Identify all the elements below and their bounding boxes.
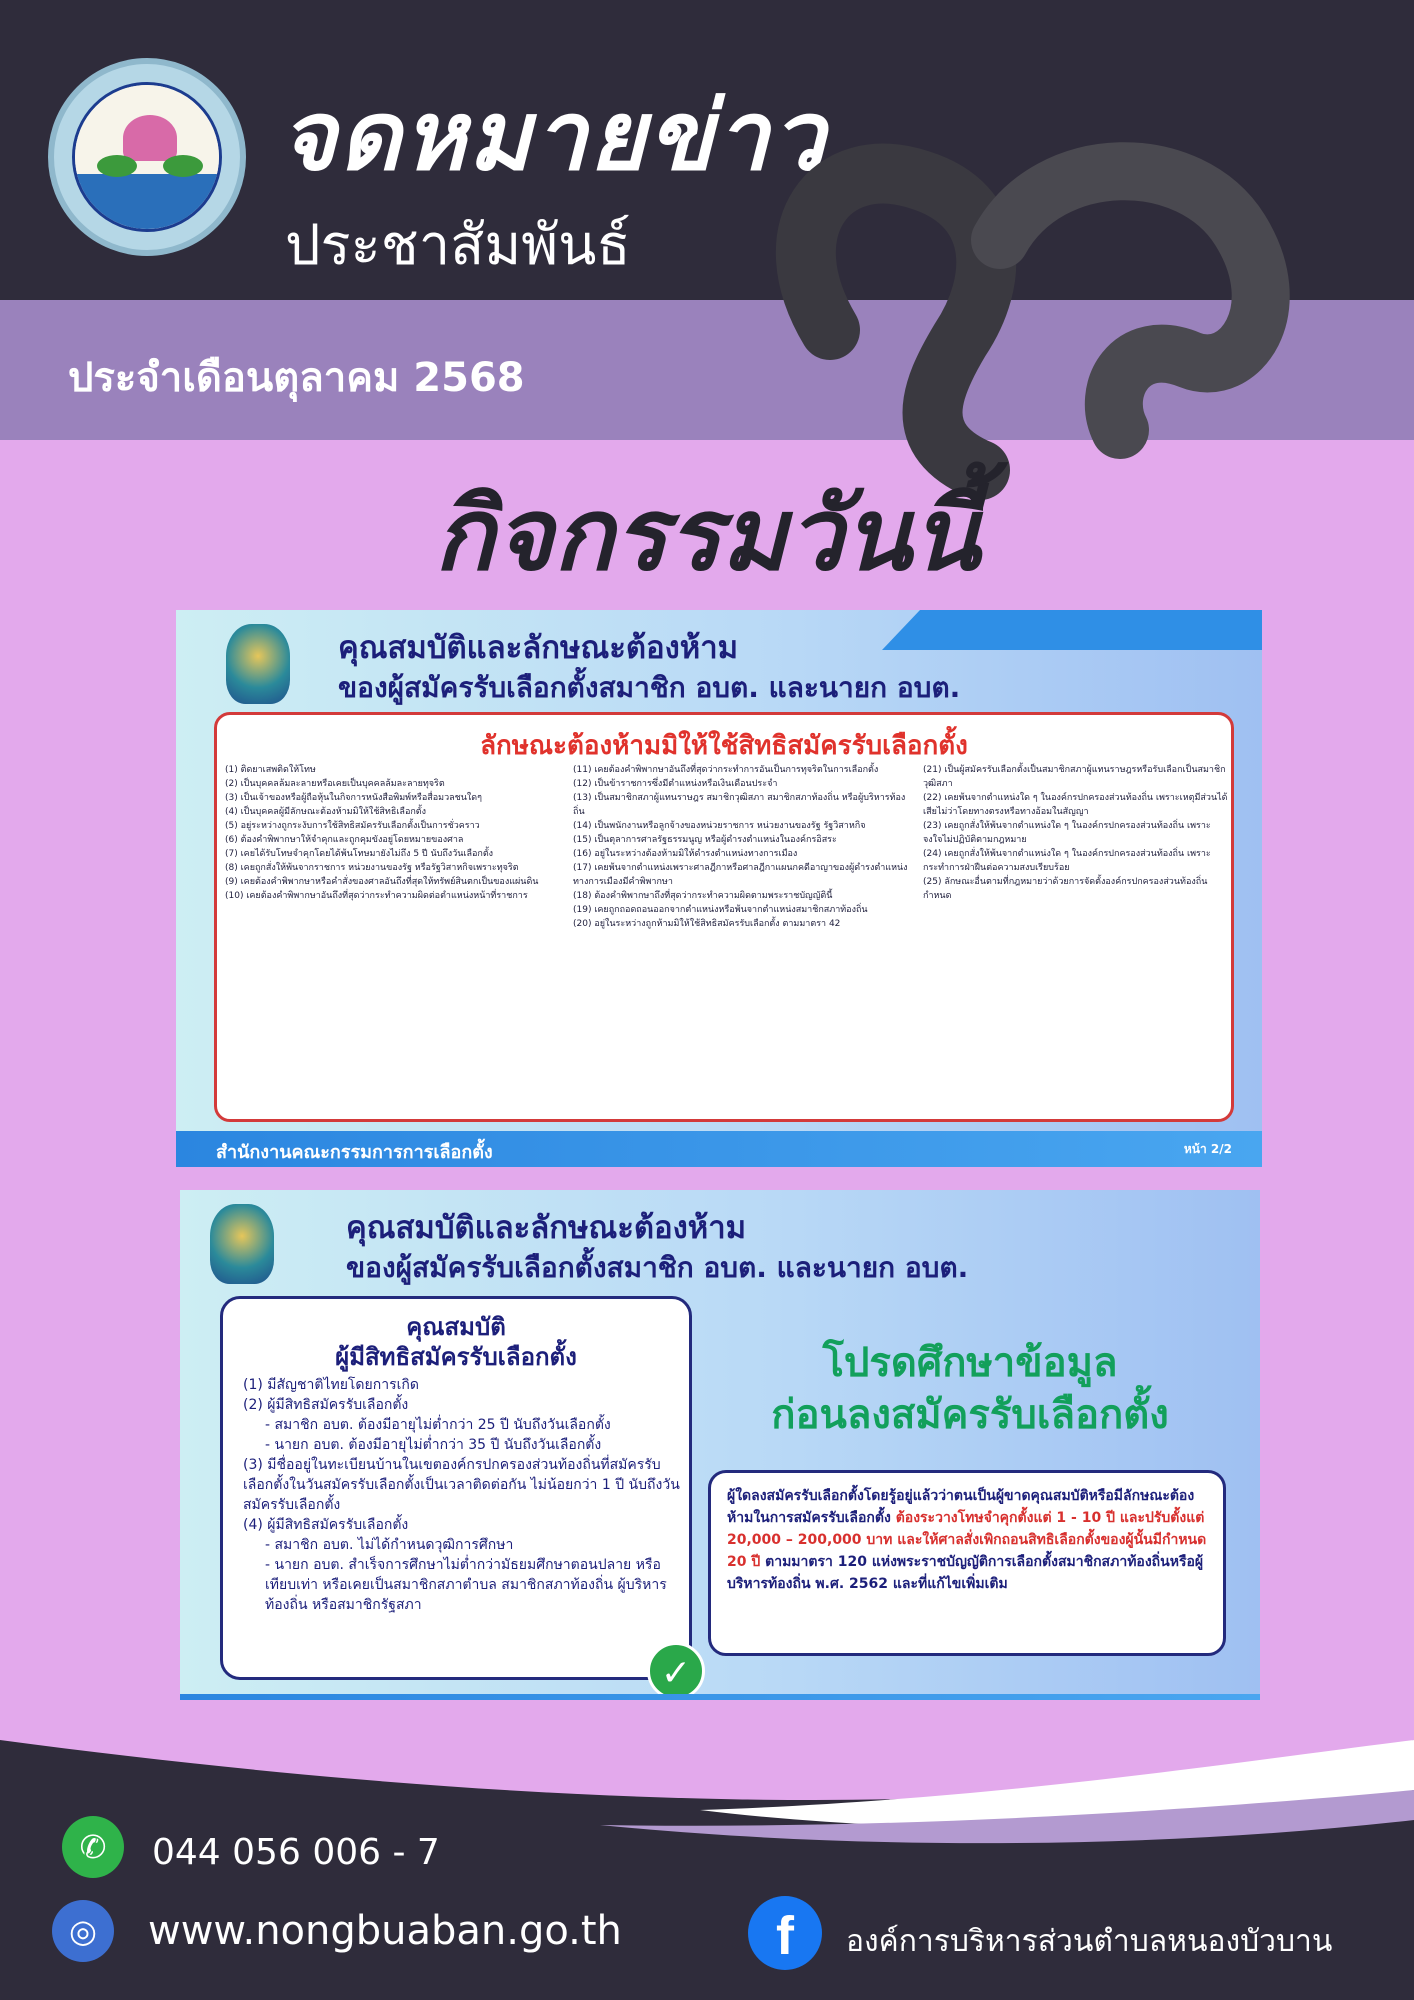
issue-month: ประจำเดือนตุลาคม 2568 bbox=[68, 355, 525, 401]
prohibition-item: (23) เคยถูกสั่งให้พ้นจากตำแหน่งใด ๆ ในองค์กรปกครองส่วนท้องถิ่น เพราะจงใจไม่ปฏิบัติตามกฎหมาย bbox=[923, 821, 1211, 845]
footer-wave bbox=[0, 1700, 1414, 1850]
prohibition-item: (21) เป็นผู้สมัครรับเลือกตั้งเป็นสมาชิกสภาผู้แทนราษฎรหรือรับเลือกเป็นสมาชิกวุฒิสภา bbox=[923, 765, 1226, 789]
poster-subtitle: ของผู้สมัครรับเลือกตั้งสมาชิก อบต. และนายก อบต. bbox=[346, 1251, 969, 1284]
prohibitions-column-1 bbox=[225, 763, 565, 903]
facebook-icon[interactable]: f bbox=[748, 1896, 822, 1970]
penalty-warning-intro: ผู้ใดลงสมัครรับเลือกตั้งโดยรู้อยู่แล้วว่าตนเป็นผู้ขาดคุณสมบัติหรือมีลักษณะต้องห้ามในการสมัครรับเลือกตั้ง bbox=[727, 1488, 1195, 1526]
prohibition-item: (8) เคยถูกสั่งให้พ้นจากราชการ หน่วยงานของรัฐ หรือรัฐวิสาหกิจเพราะทุจริต bbox=[225, 863, 519, 873]
qualifications-heading: คุณสมบัติ bbox=[406, 1313, 506, 1341]
poster-page-number: หน้า 2/2 bbox=[1183, 1142, 1232, 1156]
prohibition-item: (2) เป็นบุคคลล้มละลายหรือเคยเป็นบุคคลล้มละลายทุจริต bbox=[225, 779, 445, 789]
facebook-page-name[interactable]: องค์การบริหารส่วนตำบลหนองบัวบาน bbox=[846, 1924, 1333, 1959]
penalty-warning-penalty: ต้องระวางโทษจำคุกตั้งแต่ 1 - 10 ปี และปรับตั้งแต่ 20,000 – 200,000 บาท และให้ศาลสั่งเพิกถอนสิทธิเลือกตั้งของผู้นั้นมีกำหนด 20 ปี bbox=[727, 1510, 1207, 1570]
qualifications-box bbox=[220, 1296, 692, 1680]
penalty-warning-text bbox=[727, 1485, 1213, 1595]
qualification-item: (3) มีชื่ออยู่ในทะเบียนบ้านในเขตองค์กรปกครองส่วนท้องถิ่นที่สมัครรับเลือกตั้งในวันสมัครรับเลือกตั้งเป็นเวลาติดต่อกัน ไม่น้อยกว่า 1 ปี นับถึงวันสมัครรับเลือกตั้ง bbox=[243, 1457, 680, 1513]
website-link[interactable]: www.nongbuaban.go.th bbox=[148, 1908, 622, 1954]
prohibition-item: (20) อยู่ในระหว่างถูกห้ามมิให้ใช้สิทธิสมัครรับเลือกตั้ง ตามมาตรา 42 bbox=[573, 919, 841, 929]
logo-emblem bbox=[72, 82, 222, 232]
prohibition-item: (11) เคยต้องคำพิพากษาอันถึงที่สุดว่ากระทำการอันเป็นการทุจริตในการเลือกตั้ง bbox=[573, 765, 879, 775]
penalty-warning-law: ตามมาตรา 120 แห่งพระราชบัญญัติการเลือกตั้งสมาชิกสภาท้องถิ่นหรือผู้บริหารท้องถิ่น พ.ศ. 2562 และที่แก้ไขเพิ่มเติม bbox=[727, 1554, 1204, 1592]
activity-heading: กิจกรรมวันนี้ bbox=[434, 475, 980, 593]
logo-lotus bbox=[123, 115, 177, 161]
prohibition-item: (3) เป็นเจ้าของหรือผู้ถือหุ้นในกิจการหนังสือพิมพ์หรือสื่อมวลชนใดๆ bbox=[225, 793, 482, 803]
qualification-subitem: - สมาชิก อบต. ไม่ได้กำหนดวุฒิการศึกษา bbox=[265, 1537, 514, 1553]
ribbon-right-loop bbox=[1000, 171, 1261, 430]
ect-seal-icon bbox=[226, 624, 290, 704]
globe-icon: ◎ bbox=[52, 1900, 114, 1962]
qualifications-list bbox=[243, 1375, 683, 1615]
qualification-item: (4) ผู้มีสิทธิสมัครรับเลือกตั้ง bbox=[243, 1517, 409, 1533]
penalty-warning-box bbox=[708, 1470, 1226, 1656]
newsletter-title: จดหมายข่าว bbox=[280, 79, 827, 192]
poster-footer bbox=[176, 1131, 1262, 1167]
prohibitions-column-2 bbox=[573, 763, 913, 931]
logo-leaf-right bbox=[163, 155, 203, 177]
prohibitions-title: ลักษณะต้องห้ามมิให้ใช้สิทธิสมัครรับเลือกตั้ง bbox=[480, 731, 968, 761]
prohibition-item: (24) เคยถูกสั่งให้พ้นจากตำแหน่งใด ๆ ในองค์กรปกครองส่วนท้องถิ่น เพราะกระทำการฝ่าฝืนต่อความสงบเรียบร้อย bbox=[923, 849, 1211, 873]
qualification-item: (1) มีสัญชาติไทยโดยการเกิด bbox=[243, 1377, 419, 1393]
prohibition-item: (15) เป็นตุลาการศาลรัฐธรรมนูญ หรือผู้ดำรงตำแหน่งในองค์กรอิสระ bbox=[573, 835, 837, 845]
logo-water bbox=[75, 174, 219, 229]
prohibition-item: (14) เป็นพนักงานหรือลูกจ้างของหน่วยราชการ หน่วยงานของรัฐ รัฐวิสาหกิจ bbox=[573, 821, 866, 831]
poster-title: คุณสมบัติและลักษณะต้องห้าม bbox=[346, 1210, 747, 1246]
qualification-subitem: - นายก อบต. สำเร็จการศึกษาไม่ต่ำกว่ามัธยมศึกษาตอนปลาย หรือเทียบเท่า หรือเคยเป็นสมาชิกสภาตำบล สมาชิกสภาท้องถิ่น ผู้บริหารท้องถิ่น หรือสมาชิกรัฐสภา bbox=[265, 1557, 667, 1613]
prohibition-item: (4) เป็นบุคคลผู้มีลักษณะต้องห้ามมิให้ใช้สิทธิเลือกตั้ง bbox=[225, 807, 427, 817]
poster-title: คุณสมบัติและลักษณะต้องห้าม bbox=[338, 630, 739, 666]
prohibitions-box bbox=[214, 712, 1234, 1122]
study-notice-line-1: โปรดศึกษาข้อมูล bbox=[822, 1340, 1118, 1386]
qualification-subitem: - นายก อบต. ต้องมีอายุไม่ต่ำกว่า 35 ปี นับถึงวันเลือกตั้ง bbox=[265, 1437, 602, 1453]
mourning-ribbon bbox=[770, 110, 1330, 510]
prohibition-item: (25) ลักษณะอื่นตามที่กฎหมายว่าด้วยการจัดตั้งองค์กรปกครองส่วนท้องถิ่นกำหนด bbox=[923, 877, 1208, 901]
phone-icon: ✆ bbox=[62, 1816, 124, 1878]
poster-top-stripe bbox=[882, 610, 1262, 650]
prohibition-item: (16) อยู่ในระหว่างต้องห้ามมิให้ดำรงตำแหน่งทางการเมือง bbox=[573, 849, 798, 859]
qualification-item: (2) ผู้มีสิทธิสมัครรับเลือกตั้ง bbox=[243, 1397, 409, 1413]
checkmark-icon: ✓ bbox=[647, 1642, 705, 1700]
newsletter-subtitle: ประชาสัมพันธ์ bbox=[285, 213, 631, 278]
poster-footer-org: สำนักงานคณะกรรมการการเลือกตั้ง bbox=[216, 1142, 493, 1163]
ribbon-left-loop bbox=[806, 174, 986, 470]
prohibition-item: (1) ติดยาเสพติดให้โทษ bbox=[225, 765, 316, 775]
phone-number[interactable]: 044 056 006 - 7 bbox=[152, 1832, 440, 1873]
logo-leaf-left bbox=[97, 155, 137, 177]
study-notice-line-2: ก่อนลงสมัครรับเลือกตั้ง bbox=[771, 1392, 1169, 1438]
election-prohibitions-poster bbox=[176, 610, 1262, 1167]
prohibition-item: (10) เคยต้องคำพิพากษาอันถึงที่สุดว่ากระทำความผิดต่อตำแหน่งหน้าที่ราชการ bbox=[225, 891, 528, 901]
election-qualifications-poster bbox=[180, 1190, 1260, 1730]
organization-logo bbox=[48, 58, 246, 256]
prohibitions-column-3 bbox=[923, 763, 1228, 903]
prohibition-item: (9) เคยต้องคำพิพากษาหรือคำสั่งของศาลอันถึงที่สุดให้ทรัพย์สินตกเป็นของแผ่นดิน bbox=[225, 877, 539, 887]
prohibition-item: (5) อยู่ระหว่างถูกระงับการใช้สิทธิสมัครรับเลือกตั้งเป็นการชั่วคราว bbox=[225, 821, 480, 831]
prohibition-item: (18) ต้องคำพิพากษาถึงที่สุดว่ากระทำความผิดตามพระราชบัญญัตินี้ bbox=[573, 891, 833, 901]
prohibition-item: (13) เป็นสมาชิกสภาผู้แทนราษฎร สมาชิกวุฒิสภา สมาชิกสภาท้องถิ่น หรือผู้บริหารท้องถิ่น bbox=[573, 793, 906, 817]
poster-subtitle: ของผู้สมัครรับเลือกตั้งสมาชิก อบต. และนายก อบต. bbox=[338, 671, 961, 704]
prohibition-item: (6) ต้องคำพิพากษาให้จำคุกและถูกคุมขังอยู่โดยหมายของศาล bbox=[225, 835, 464, 845]
prohibition-item: (12) เป็นข้าราชการซึ่งมีตำแหน่งหรือเงินเดือนประจำ bbox=[573, 779, 778, 789]
prohibition-item: (22) เคยพ้นจากตำแหน่งใด ๆ ในองค์กรปกครองส่วนท้องถิ่น เพราะเหตุมีส่วนได้เสียไม่ว่าโดยทางตรงหรือทางอ้อมในสัญญา bbox=[923, 793, 1228, 817]
prohibition-item: (19) เคยถูกถอดถอนออกจากตำแหน่งหรือพ้นจากตำแหน่งสมาชิกสภาท้องถิ่น bbox=[573, 905, 868, 915]
ect-seal-icon bbox=[210, 1204, 274, 1284]
qualification-subitem: - สมาชิก อบต. ต้องมีอายุไม่ต่ำกว่า 25 ปี นับถึงวันเลือกตั้ง bbox=[265, 1417, 611, 1433]
prohibition-item: (17) เคยพ้นจากตำแหน่งเพราะศาลฎีกาหรือศาลฎีกาแผนกคดีอาญาของผู้ดำรงตำแหน่งทางการเมืองมีคำพิพากษา bbox=[573, 863, 908, 887]
prohibition-item: (7) เคยได้รับโทษจำคุกโดยได้พ้นโทษมายังไม่ถึง 5 ปี นับถึงวันเลือกตั้ง bbox=[225, 849, 494, 859]
qualifications-subheading: ผู้มีสิทธิสมัครรับเลือกตั้ง bbox=[335, 1343, 577, 1371]
